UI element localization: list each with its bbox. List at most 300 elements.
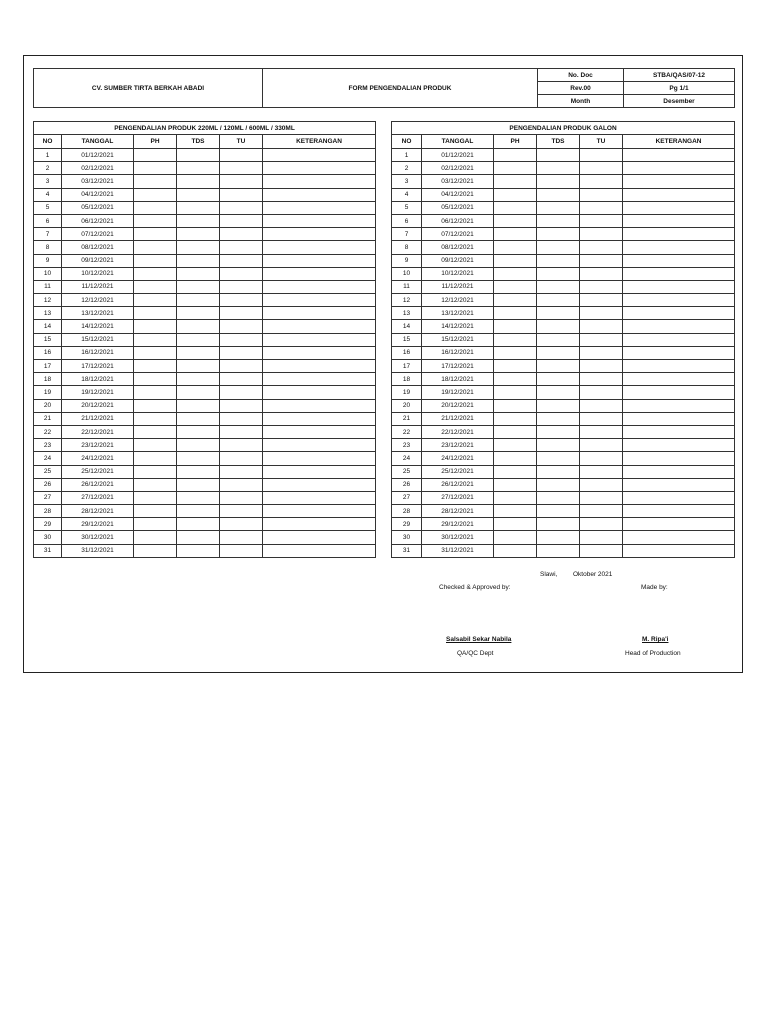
tds-cell[interactable] xyxy=(537,188,580,201)
tu-cell[interactable] xyxy=(220,162,263,175)
ph-cell[interactable] xyxy=(134,307,177,320)
tds-cell[interactable] xyxy=(177,544,220,557)
tds-cell[interactable] xyxy=(537,294,580,307)
tds-cell[interactable] xyxy=(537,544,580,557)
ph-cell[interactable] xyxy=(494,149,537,162)
row-number: 20 xyxy=(34,399,62,412)
keterangan-cell[interactable] xyxy=(263,149,376,162)
ph-cell[interactable] xyxy=(134,465,177,478)
column-header-no: NO xyxy=(392,135,422,149)
ph-cell[interactable] xyxy=(134,544,177,557)
row-number: 19 xyxy=(34,386,62,399)
tds-cell[interactable] xyxy=(537,201,580,214)
row-number: 10 xyxy=(392,267,422,280)
tu-cell[interactable] xyxy=(580,241,623,254)
tu-cell[interactable] xyxy=(220,491,263,504)
row-number: 12 xyxy=(34,294,62,307)
keterangan-cell[interactable] xyxy=(623,386,735,399)
keterangan-cell[interactable] xyxy=(263,280,376,293)
ph-cell[interactable] xyxy=(494,531,537,544)
tu-cell[interactable] xyxy=(220,280,263,293)
column-header-tds: TDS xyxy=(177,135,220,149)
ph-cell[interactable] xyxy=(494,386,537,399)
keterangan-cell[interactable] xyxy=(263,307,376,320)
tu-cell[interactable] xyxy=(580,518,623,531)
tds-cell[interactable] xyxy=(177,333,220,346)
ph-cell[interactable] xyxy=(494,228,537,241)
ph-cell[interactable] xyxy=(134,452,177,465)
tds-cell[interactable] xyxy=(177,320,220,333)
table-row xyxy=(34,491,376,504)
row-date: 30/12/2021 xyxy=(62,531,134,544)
row-date: 25/12/2021 xyxy=(62,465,134,478)
keterangan-cell[interactable] xyxy=(623,333,735,346)
tds-cell[interactable] xyxy=(177,373,220,386)
keterangan-cell[interactable] xyxy=(623,544,735,557)
table-row xyxy=(392,214,735,227)
tds-cell[interactable] xyxy=(537,333,580,346)
tds-cell[interactable] xyxy=(177,241,220,254)
tu-cell[interactable] xyxy=(220,346,263,359)
ph-cell[interactable] xyxy=(494,188,537,201)
keterangan-cell[interactable] xyxy=(623,149,735,162)
row-date: 04/12/2021 xyxy=(62,188,134,201)
ph-cell[interactable] xyxy=(134,320,177,333)
tu-cell[interactable] xyxy=(580,280,623,293)
ph-cell[interactable] xyxy=(134,425,177,438)
row-number: 22 xyxy=(392,425,422,438)
tu-cell[interactable] xyxy=(220,399,263,412)
keterangan-cell[interactable] xyxy=(263,294,376,307)
tds-cell[interactable] xyxy=(177,254,220,267)
keterangan-cell[interactable] xyxy=(263,228,376,241)
ph-cell[interactable] xyxy=(494,346,537,359)
ph-cell[interactable] xyxy=(134,373,177,386)
tu-cell[interactable] xyxy=(580,162,623,175)
ph-cell[interactable] xyxy=(494,201,537,214)
tu-cell[interactable] xyxy=(580,373,623,386)
tu-cell[interactable] xyxy=(580,214,623,227)
tu-cell[interactable] xyxy=(220,254,263,267)
keterangan-cell[interactable] xyxy=(263,175,376,188)
tds-cell[interactable] xyxy=(177,452,220,465)
tds-cell[interactable] xyxy=(537,518,580,531)
ph-cell[interactable] xyxy=(494,518,537,531)
keterangan-cell[interactable] xyxy=(263,333,376,346)
keterangan-cell[interactable] xyxy=(623,188,735,201)
tds-cell[interactable] xyxy=(537,491,580,504)
tds-cell[interactable] xyxy=(177,346,220,359)
ph-cell[interactable] xyxy=(134,188,177,201)
ph-cell[interactable] xyxy=(494,254,537,267)
row-date: 17/12/2021 xyxy=(62,360,134,373)
tu-cell[interactable] xyxy=(580,425,623,438)
tds-cell[interactable] xyxy=(537,465,580,478)
tds-cell[interactable] xyxy=(537,149,580,162)
tu-cell[interactable] xyxy=(220,531,263,544)
table-row xyxy=(392,294,735,307)
tu-cell[interactable] xyxy=(580,531,623,544)
tds-cell[interactable] xyxy=(177,412,220,425)
ph-cell[interactable] xyxy=(494,399,537,412)
table-title: PENGENDALIAN PRODUK 220ML / 120ML / 600ML / 330ML xyxy=(34,122,376,135)
keterangan-cell[interactable] xyxy=(623,280,735,293)
keterangan-cell[interactable] xyxy=(263,214,376,227)
keterangan-cell[interactable] xyxy=(263,491,376,504)
tds-cell[interactable] xyxy=(177,505,220,518)
ph-cell[interactable] xyxy=(134,228,177,241)
tds-cell[interactable] xyxy=(537,267,580,280)
table-row xyxy=(34,320,376,333)
tds-cell[interactable] xyxy=(537,425,580,438)
tu-cell[interactable] xyxy=(220,241,263,254)
ph-cell[interactable] xyxy=(494,175,537,188)
tu-cell[interactable] xyxy=(220,465,263,478)
ph-cell[interactable] xyxy=(494,491,537,504)
ph-cell[interactable] xyxy=(134,346,177,359)
signing-date: Oktober 2021 xyxy=(573,571,613,578)
ph-cell[interactable] xyxy=(494,241,537,254)
tu-cell[interactable] xyxy=(580,412,623,425)
keterangan-cell[interactable] xyxy=(623,228,735,241)
tu-cell[interactable] xyxy=(220,188,263,201)
tu-cell[interactable] xyxy=(220,149,263,162)
tds-cell[interactable] xyxy=(537,531,580,544)
tu-cell[interactable] xyxy=(580,465,623,478)
tds-cell[interactable] xyxy=(177,307,220,320)
table-row xyxy=(34,254,376,267)
row-number: 12 xyxy=(392,294,422,307)
tu-cell[interactable] xyxy=(580,452,623,465)
keterangan-cell[interactable] xyxy=(623,360,735,373)
ph-cell[interactable] xyxy=(494,333,537,346)
tds-cell[interactable] xyxy=(177,162,220,175)
keterangan-cell[interactable] xyxy=(263,254,376,267)
tds-cell[interactable] xyxy=(537,320,580,333)
keterangan-cell[interactable] xyxy=(263,425,376,438)
tds-cell[interactable] xyxy=(537,478,580,491)
ph-cell[interactable] xyxy=(494,478,537,491)
ph-cell[interactable] xyxy=(494,307,537,320)
tds-cell[interactable] xyxy=(537,505,580,518)
tu-cell[interactable] xyxy=(580,149,623,162)
tds-cell[interactable] xyxy=(537,228,580,241)
tds-cell[interactable] xyxy=(537,439,580,452)
tu-cell[interactable] xyxy=(580,267,623,280)
ph-cell[interactable] xyxy=(494,505,537,518)
tu-cell[interactable] xyxy=(580,320,623,333)
tu-cell[interactable] xyxy=(580,346,623,359)
tu-cell[interactable] xyxy=(220,307,263,320)
tu-cell[interactable] xyxy=(580,544,623,557)
keterangan-cell[interactable] xyxy=(263,465,376,478)
tu-cell[interactable] xyxy=(580,399,623,412)
tu-cell[interactable] xyxy=(220,386,263,399)
checked-approved-label: Checked & Approved by: xyxy=(439,584,511,591)
tu-cell[interactable] xyxy=(580,307,623,320)
column-header-keterangan: KETERANGAN xyxy=(623,135,735,149)
tu-cell[interactable] xyxy=(220,333,263,346)
row-date: 10/12/2021 xyxy=(422,267,494,280)
table-row xyxy=(34,175,376,188)
keterangan-cell[interactable] xyxy=(263,360,376,373)
tds-cell[interactable] xyxy=(537,346,580,359)
row-number: 20 xyxy=(392,399,422,412)
tu-cell[interactable] xyxy=(220,320,263,333)
tds-cell[interactable] xyxy=(177,439,220,452)
tds-cell[interactable] xyxy=(537,452,580,465)
ph-cell[interactable] xyxy=(134,254,177,267)
keterangan-cell[interactable] xyxy=(263,346,376,359)
ph-cell[interactable] xyxy=(134,214,177,227)
ph-cell[interactable] xyxy=(494,280,537,293)
ph-cell[interactable] xyxy=(494,412,537,425)
keterangan-cell[interactable] xyxy=(623,201,735,214)
table-row xyxy=(34,439,376,452)
tds-cell[interactable] xyxy=(177,491,220,504)
keterangan-cell[interactable] xyxy=(263,505,376,518)
keterangan-cell[interactable] xyxy=(623,175,735,188)
tu-cell[interactable] xyxy=(220,425,263,438)
row-number: 1 xyxy=(34,149,62,162)
ph-cell[interactable] xyxy=(494,162,537,175)
tds-cell[interactable] xyxy=(177,201,220,214)
keterangan-cell[interactable] xyxy=(623,439,735,452)
tds-cell[interactable] xyxy=(177,188,220,201)
keterangan-cell[interactable] xyxy=(623,505,735,518)
ph-cell[interactable] xyxy=(134,478,177,491)
keterangan-cell[interactable] xyxy=(623,518,735,531)
tds-cell[interactable] xyxy=(177,518,220,531)
ph-cell[interactable] xyxy=(134,294,177,307)
row-date: 28/12/2021 xyxy=(62,505,134,518)
tds-cell[interactable] xyxy=(177,386,220,399)
tu-cell[interactable] xyxy=(220,201,263,214)
tu-cell[interactable] xyxy=(580,175,623,188)
tu-cell[interactable] xyxy=(220,373,263,386)
ph-cell[interactable] xyxy=(494,465,537,478)
tu-cell[interactable] xyxy=(220,518,263,531)
tds-cell[interactable] xyxy=(177,360,220,373)
keterangan-cell[interactable] xyxy=(623,307,735,320)
table-row xyxy=(392,425,735,438)
keterangan-cell[interactable] xyxy=(263,386,376,399)
tds-cell[interactable] xyxy=(177,175,220,188)
keterangan-cell[interactable] xyxy=(263,320,376,333)
row-date: 02/12/2021 xyxy=(62,162,134,175)
ph-cell[interactable] xyxy=(134,399,177,412)
tds-cell[interactable] xyxy=(177,531,220,544)
tds-cell[interactable] xyxy=(537,214,580,227)
keterangan-cell[interactable] xyxy=(623,491,735,504)
tds-cell[interactable] xyxy=(537,280,580,293)
tds-cell[interactable] xyxy=(177,399,220,412)
ph-cell[interactable] xyxy=(494,294,537,307)
row-number: 17 xyxy=(34,360,62,373)
table-row xyxy=(34,544,376,557)
keterangan-cell[interactable] xyxy=(623,373,735,386)
row-number: 28 xyxy=(34,505,62,518)
tu-cell[interactable] xyxy=(220,544,263,557)
row-date: 30/12/2021 xyxy=(422,531,494,544)
ph-cell[interactable] xyxy=(134,412,177,425)
row-date: 17/12/2021 xyxy=(422,360,494,373)
row-date: 27/12/2021 xyxy=(422,491,494,504)
keterangan-cell[interactable] xyxy=(263,201,376,214)
ph-cell[interactable] xyxy=(494,544,537,557)
ph-cell[interactable] xyxy=(494,360,537,373)
ph-cell[interactable] xyxy=(134,505,177,518)
tu-cell[interactable] xyxy=(580,491,623,504)
ph-cell[interactable] xyxy=(134,280,177,293)
tds-cell[interactable] xyxy=(537,386,580,399)
ph-cell[interactable] xyxy=(134,162,177,175)
ph-cell[interactable] xyxy=(134,241,177,254)
tu-cell[interactable] xyxy=(220,175,263,188)
tds-cell[interactable] xyxy=(177,149,220,162)
tds-cell[interactable] xyxy=(177,465,220,478)
tu-cell[interactable] xyxy=(580,188,623,201)
ph-cell[interactable] xyxy=(494,373,537,386)
tds-cell[interactable] xyxy=(537,241,580,254)
row-date: 12/12/2021 xyxy=(62,294,134,307)
ph-cell[interactable] xyxy=(134,333,177,346)
row-number: 3 xyxy=(392,175,422,188)
row-number: 4 xyxy=(34,188,62,201)
tds-cell[interactable] xyxy=(537,175,580,188)
keterangan-cell[interactable] xyxy=(623,214,735,227)
ph-cell[interactable] xyxy=(134,439,177,452)
ph-cell[interactable] xyxy=(134,518,177,531)
tu-cell[interactable] xyxy=(220,228,263,241)
tu-cell[interactable] xyxy=(220,505,263,518)
tu-cell[interactable] xyxy=(580,478,623,491)
keterangan-cell[interactable] xyxy=(263,241,376,254)
keterangan-cell[interactable] xyxy=(623,294,735,307)
tds-cell[interactable] xyxy=(177,228,220,241)
ph-cell[interactable] xyxy=(494,439,537,452)
tds-cell[interactable] xyxy=(177,478,220,491)
ph-cell[interactable] xyxy=(134,267,177,280)
ph-cell[interactable] xyxy=(134,386,177,399)
tu-cell[interactable] xyxy=(220,294,263,307)
tu-cell[interactable] xyxy=(580,333,623,346)
ph-cell[interactable] xyxy=(494,452,537,465)
keterangan-cell[interactable] xyxy=(623,531,735,544)
ph-cell[interactable] xyxy=(494,320,537,333)
row-number: 23 xyxy=(34,439,62,452)
keterangan-cell[interactable] xyxy=(623,254,735,267)
keterangan-cell[interactable] xyxy=(263,478,376,491)
ph-cell[interactable] xyxy=(134,149,177,162)
bottle-product-control-table xyxy=(33,121,376,558)
tu-cell[interactable] xyxy=(580,360,623,373)
tu-cell[interactable] xyxy=(220,267,263,280)
tu-cell[interactable] xyxy=(220,478,263,491)
tu-cell[interactable] xyxy=(220,360,263,373)
keterangan-cell[interactable] xyxy=(263,439,376,452)
table-row xyxy=(392,188,735,201)
keterangan-cell[interactable] xyxy=(623,478,735,491)
keterangan-cell[interactable] xyxy=(263,544,376,557)
keterangan-cell[interactable] xyxy=(623,346,735,359)
row-number: 28 xyxy=(392,505,422,518)
tds-cell[interactable] xyxy=(537,307,580,320)
tu-cell[interactable] xyxy=(580,294,623,307)
row-number: 30 xyxy=(34,531,62,544)
tu-cell[interactable] xyxy=(220,452,263,465)
ph-cell[interactable] xyxy=(134,531,177,544)
keterangan-cell[interactable] xyxy=(263,188,376,201)
keterangan-cell[interactable] xyxy=(263,399,376,412)
gallon-product-control-table xyxy=(391,121,735,558)
row-date: 05/12/2021 xyxy=(422,201,494,214)
tu-cell[interactable] xyxy=(580,386,623,399)
tds-cell[interactable] xyxy=(537,254,580,267)
tds-cell[interactable] xyxy=(177,294,220,307)
tds-cell[interactable] xyxy=(177,425,220,438)
table-row xyxy=(34,162,376,175)
tu-cell[interactable] xyxy=(580,254,623,267)
ph-cell[interactable] xyxy=(494,214,537,227)
ph-cell[interactable] xyxy=(134,175,177,188)
tds-cell[interactable] xyxy=(177,267,220,280)
keterangan-cell[interactable] xyxy=(263,518,376,531)
ph-cell[interactable] xyxy=(134,360,177,373)
row-date: 09/12/2021 xyxy=(62,254,134,267)
keterangan-cell[interactable] xyxy=(263,412,376,425)
tds-cell[interactable] xyxy=(537,162,580,175)
tu-cell[interactable] xyxy=(220,439,263,452)
keterangan-cell[interactable] xyxy=(623,162,735,175)
tds-cell[interactable] xyxy=(537,412,580,425)
tu-cell[interactable] xyxy=(580,201,623,214)
ph-cell[interactable] xyxy=(134,491,177,504)
tu-cell[interactable] xyxy=(220,214,263,227)
ph-cell[interactable] xyxy=(134,201,177,214)
ph-cell[interactable] xyxy=(494,425,537,438)
keterangan-cell[interactable] xyxy=(263,373,376,386)
keterangan-cell[interactable] xyxy=(623,399,735,412)
row-date: 16/12/2021 xyxy=(422,346,494,359)
keterangan-cell[interactable] xyxy=(263,162,376,175)
month-value: Desember xyxy=(624,95,735,108)
tds-cell[interactable] xyxy=(537,373,580,386)
row-date: 14/12/2021 xyxy=(62,320,134,333)
keterangan-cell[interactable] xyxy=(623,241,735,254)
keterangan-cell[interactable] xyxy=(623,452,735,465)
keterangan-cell[interactable] xyxy=(623,320,735,333)
doc-number-label: No. Doc xyxy=(538,69,624,82)
tds-cell[interactable] xyxy=(177,214,220,227)
tu-cell[interactable] xyxy=(580,228,623,241)
keterangan-cell[interactable] xyxy=(623,412,735,425)
keterangan-cell[interactable] xyxy=(623,425,735,438)
keterangan-cell[interactable] xyxy=(263,531,376,544)
ph-cell[interactable] xyxy=(494,267,537,280)
tu-cell[interactable] xyxy=(220,412,263,425)
keterangan-cell[interactable] xyxy=(623,465,735,478)
tds-cell[interactable] xyxy=(177,280,220,293)
row-number: 7 xyxy=(34,228,62,241)
tds-cell[interactable] xyxy=(537,399,580,412)
tu-cell[interactable] xyxy=(580,439,623,452)
keterangan-cell[interactable] xyxy=(263,267,376,280)
keterangan-cell[interactable] xyxy=(263,452,376,465)
tds-cell[interactable] xyxy=(537,360,580,373)
keterangan-cell[interactable] xyxy=(623,267,735,280)
tu-cell[interactable] xyxy=(580,505,623,518)
